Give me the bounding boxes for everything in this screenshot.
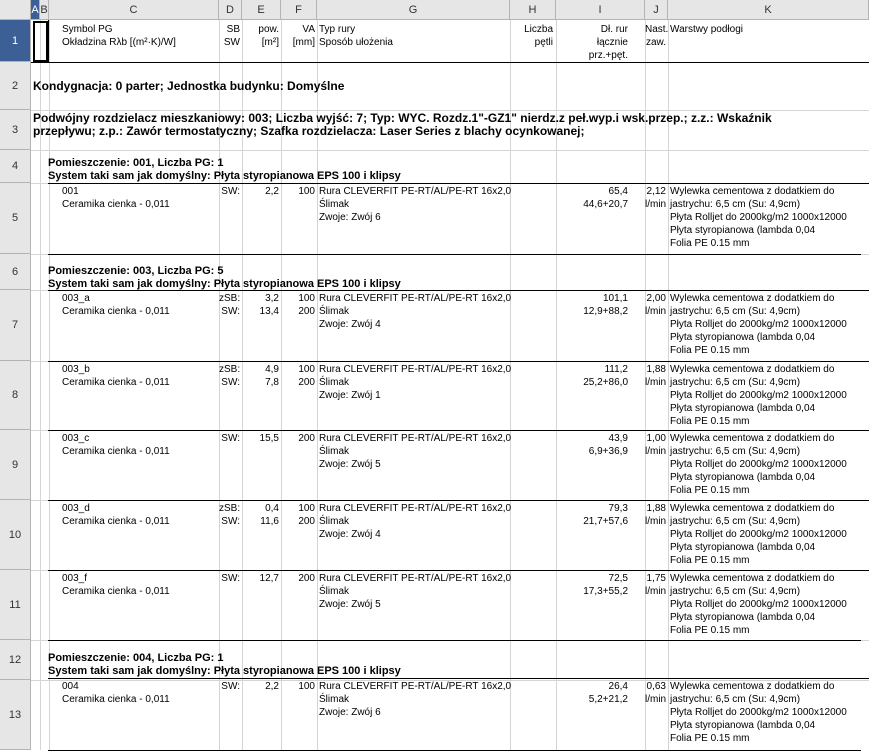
row-header-8[interactable]: 8 <box>0 361 31 430</box>
entry-sb-003_f: SW: <box>221 573 240 584</box>
entry-va-003_a: 100 200 <box>298 293 315 317</box>
entry-symbol-001: 001 Ceramika cienka - 0,011 <box>62 186 170 210</box>
entry-symbol-004: 004 Ceramika cienka - 0,011 <box>62 681 170 705</box>
entry-pipe-003_b: Rura CLEVERFIT PE-RT/AL/PE-RT 16x2,0 Ślimak Zwoje: Zwój 1 <box>319 364 512 401</box>
entry-pow-003_d: 0,4 11,6 <box>260 503 279 527</box>
rozdzielacz-info: Podwójny rozdzielacz mieszkaniowy: 003; Liczba wyjść: 7; Typ: WYC. Rozdz.1"-GZ1" nierdz.z peł.wyp.i wsk.przep.; z.z.: Wskaźnik przepływu; z.p.: Zawór termostatyczny; Szafka rozdzielacza: Laser Series z blachy ocynkowanej; <box>33 111 772 138</box>
row-header-12[interactable]: 12 <box>0 640 31 680</box>
border-line <box>48 20 49 62</box>
border-line <box>48 570 869 571</box>
entry-layers-003_c: Wylewka cementowa z dodatkiem do jastrychu: 6,5 cm (Su: 4,9cm) Płyta Rolljet do 2000kg/m2 1000x12000 Płyta styropianowa (lambda 0,04 Folia PE 0.15 mm <box>670 433 847 496</box>
row-header-3[interactable]: 3 <box>0 110 31 150</box>
border-line <box>48 254 861 255</box>
entry-nast-003_c: 1,00 l/min <box>645 433 667 457</box>
entry-va-003_c: 200 <box>298 433 315 444</box>
entry-va-003_d: 100 200 <box>298 503 315 527</box>
entry-layers-003_a: Wylewka cementowa z dodatkiem do jastrychu: 6,5 cm (Su: 4,9cm) Płyta Rolljet do 2000kg/m2 1000x12000 Płyta styropianowa (lambda 0,04 Folia PE 0.15 mm <box>670 293 847 356</box>
column-header-g[interactable]: G <box>317 0 510 20</box>
gridline <box>31 150 869 151</box>
entry-len-003_c: 43,9 6,9+36,9 <box>588 433 628 457</box>
entry-nast-003_f: 1,75 l/min <box>645 573 667 597</box>
column-header-a[interactable]: A <box>31 0 40 20</box>
header-symbol: Symbol PG Okładzina Rλb [(m²·K)/W] <box>62 24 176 48</box>
entry-pow-004: 2,2 <box>265 681 279 692</box>
border-line <box>48 500 869 501</box>
entry-nast-003_a: 2,00 l/min <box>645 293 667 317</box>
entry-pow-003_a: 3,2 13,4 <box>259 293 279 317</box>
entry-pow-001: 2,2 <box>265 186 279 197</box>
entry-layers-003_d: Wylewka cementowa z dodatkiem do jastrychu: 6,5 cm (Su: 4,9cm) Płyta Rolljet do 2000kg/m2 1000x12000 Płyta styropianowa (lambda 0,04 Folia PE 0.15 mm <box>670 503 847 566</box>
entry-layers-004: Wylewka cementowa z dodatkiem do jastrychu: 6,5 cm (Su: 4,9cm) Płyta Rolljet do 2000kg/m2 1000x12000 Płyta styropianowa (lambda 0,04 Folia PE 0.15 mm <box>670 681 847 744</box>
border-line <box>48 183 869 184</box>
column-header-d[interactable]: D <box>219 0 242 20</box>
column-header-j[interactable]: J <box>645 0 668 20</box>
cell-grid[interactable] <box>31 20 869 750</box>
column-header-h[interactable]: H <box>510 0 556 20</box>
room-header-3: Pomieszczenie: 004, Liczba PG: 1 System taki sam jak domyślny: Płyta styropianowa EPS 100 i klipsy <box>48 652 401 677</box>
entry-nast-003_d: 1,88 l/min <box>645 503 667 527</box>
row-header-10[interactable]: 10 <box>0 500 31 570</box>
entry-sb-003_d: zSB: SW: <box>219 503 241 527</box>
header-nast-zaw: Nast. zaw. <box>645 24 669 48</box>
entry-symbol-003_f: 003_f Ceramika cienka - 0,011 <box>62 573 170 597</box>
entry-sb-003_a: zSB: SW: <box>219 293 241 317</box>
entry-layers-001: Wylewka cementowa z dodatkiem do jastrychu: 6,5 cm (Su: 4,9cm) Płyta Rolljet do 2000kg/m2 1000x12000 Płyta styropianowa (lambda 0,04 Folia PE 0.15 mm <box>670 186 847 249</box>
border-line <box>48 361 869 362</box>
room-header-2: Pomieszczenie: 003, Liczba PG: 5 System taki sam jak domyślny: Płyta styropianowa EPS 100 i klipsy <box>48 265 401 290</box>
entry-layers-003_b: Wylewka cementowa z dodatkiem do jastrychu: 6,5 cm (Su: 4,9cm) Płyta Rolljet do 2000kg/m2 1000x12000 Płyta styropianowa (lambda 0,04 Folia PE 0.15 mm <box>670 364 847 427</box>
border-line <box>31 62 869 63</box>
entry-symbol-003_a: 003_a Ceramika cienka - 0,011 <box>62 293 170 317</box>
entry-len-003_d: 79,3 21,7+57,6 <box>583 503 628 527</box>
entry-len-003_f: 72,5 17,3+55,2 <box>583 573 628 597</box>
entry-va-004: 100 <box>298 681 315 692</box>
header-typ-rury: Typ rury Sposób ułożenia <box>319 24 393 48</box>
header-warstwy: Warstwy podłogi <box>670 24 743 35</box>
entry-pow-003_f: 12,7 <box>259 573 279 584</box>
entry-symbol-003_c: 003_c Ceramika cienka - 0,011 <box>62 433 170 457</box>
column-header-f[interactable]: F <box>281 0 317 20</box>
row-header-2[interactable]: 2 <box>0 62 31 110</box>
select-all-corner[interactable] <box>0 0 31 20</box>
entry-sb-003_b: zSB: SW: <box>219 364 241 388</box>
row-header-11[interactable]: 11 <box>0 570 31 640</box>
header-va: VA [mm] <box>292 24 315 48</box>
row-header-4[interactable]: 4 <box>0 150 31 183</box>
entry-pipe-004: Rura CLEVERFIT PE-RT/AL/PE-RT 16x2,0 Ślimak Zwoje: Zwój 6 <box>319 681 512 718</box>
entry-pipe-001: Rura CLEVERFIT PE-RT/AL/PE-RT 16x2,0 Ślimak Zwoje: Zwój 6 <box>319 186 512 223</box>
entry-nast-001: 2,12 l/min <box>645 186 667 210</box>
entry-len-001: 65,4 44,6+20,7 <box>583 186 628 210</box>
header-liczba-petli: Liczba pętli <box>524 24 553 48</box>
cell-cursor <box>33 21 48 62</box>
entry-sb-003_c: SW: <box>221 433 240 444</box>
entry-nast-004: 0,63 l/min <box>645 681 667 705</box>
row-header-1[interactable]: 1 <box>0 20 31 62</box>
row-header-9[interactable]: 9 <box>0 430 31 500</box>
border-line <box>48 430 869 431</box>
border-line <box>48 290 869 291</box>
entry-pipe-003_d: Rura CLEVERFIT PE-RT/AL/PE-RT 16x2,0 Ślimak Zwoje: Zwój 4 <box>319 503 512 540</box>
entry-nast-003_b: 1,88 l/min <box>645 364 667 388</box>
border-line <box>48 678 869 679</box>
entry-pow-003_b: 4,9 7,8 <box>265 364 279 388</box>
entry-va-001: 100 <box>298 186 315 197</box>
entry-pow-003_c: 15,5 <box>259 433 279 444</box>
room-header-1: Pomieszczenie: 001, Liczba PG: 1 System taki sam jak domyślny: Płyta styropianowa EPS 100 i klipsy <box>48 157 401 182</box>
entry-sb-004: SW: <box>221 681 240 692</box>
entry-pipe-003_a: Rura CLEVERFIT PE-RT/AL/PE-RT 16x2,0 Ślimak Zwoje: Zwój 4 <box>319 293 512 330</box>
entry-layers-003_f: Wylewka cementowa z dodatkiem do jastrychu: 6,5 cm (Su: 4,9cm) Płyta Rolljet do 2000kg/m2 1000x12000 Płyta styropianowa (lambda 0,04 Folia PE 0.15 mm <box>670 573 847 636</box>
row-header-5[interactable]: 5 <box>0 183 31 254</box>
header-dl-rur: Dł. rur łącznie prz.+pęt. <box>588 24 628 61</box>
header-sb: SB SW <box>223 24 240 48</box>
column-header-e[interactable]: E <box>242 0 281 20</box>
entry-sb-001: SW: <box>221 186 240 197</box>
column-header-i[interactable]: I <box>556 0 645 20</box>
entry-symbol-003_d: 003_d Ceramika cienka - 0,011 <box>62 503 170 527</box>
entry-symbol-003_b: 003_b Ceramika cienka - 0,011 <box>62 364 170 388</box>
row-header-6[interactable]: 6 <box>0 254 31 290</box>
entry-va-003_f: 200 <box>298 573 315 584</box>
entry-pipe-003_f: Rura CLEVERFIT PE-RT/AL/PE-RT 16x2,0 Ślimak Zwoje: Zwój 5 <box>319 573 512 610</box>
row-header-13[interactable]: 13 <box>0 680 31 750</box>
kondygnacja-label: Kondygnacja: 0 parter; Jednostka budynku: Domyślne <box>33 79 345 93</box>
entry-pipe-003_c: Rura CLEVERFIT PE-RT/AL/PE-RT 16x2,0 Ślimak Zwoje: Zwój 5 <box>319 433 512 470</box>
border-line <box>48 640 861 641</box>
column-header-k[interactable]: K <box>668 0 869 20</box>
row-header-7[interactable]: 7 <box>0 290 31 361</box>
column-header-c[interactable]: C <box>49 0 219 20</box>
header-pow: pow. [m²] <box>258 24 279 48</box>
column-header-b[interactable]: B <box>40 0 49 20</box>
entry-len-003_a: 101,1 12,9+88,2 <box>583 293 628 317</box>
entry-len-003_b: 111,2 25,2+86,0 <box>583 364 628 388</box>
entry-va-003_b: 100 200 <box>298 364 315 388</box>
entry-len-004: 26,4 5,2+21,2 <box>588 681 628 705</box>
